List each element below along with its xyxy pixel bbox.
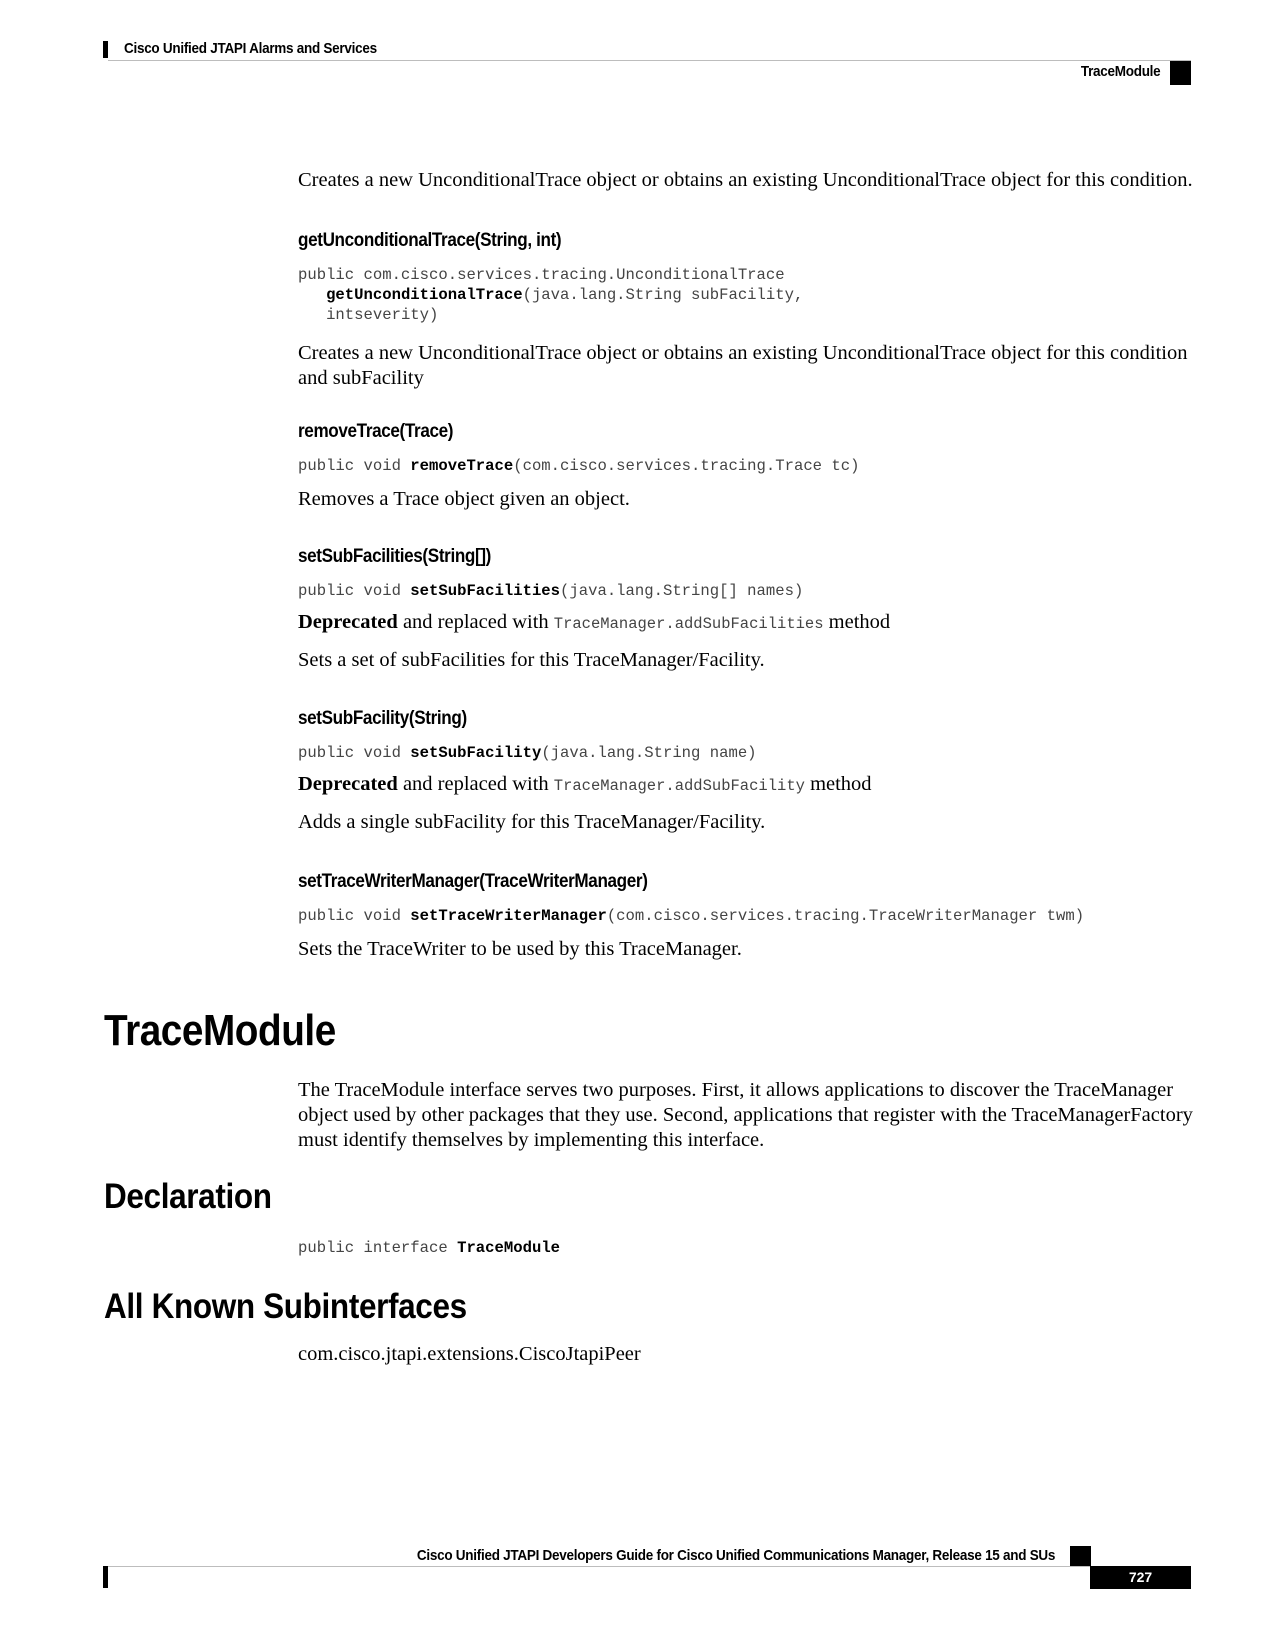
header-section-title: TraceModule [1080, 63, 1160, 80]
method-set-trace-writer-manager [298, 871, 1198, 962]
deprecated-reference: TraceManager.addSubFacilities [553, 615, 824, 633]
signature-args: (java.lang.String[] names) [560, 582, 804, 600]
signature-method-name: setSubFacilities [410, 582, 561, 600]
signature-method-name: setSubFacility [410, 744, 542, 762]
method-description: Creates a new UnconditionalTrace object or obtains an existing UnconditionalTrace object for this condition and subFacility [298, 342, 1188, 389]
page-number: 727 [1090, 1566, 1191, 1589]
method-signature [298, 265, 1198, 325]
signature-line: intseverity) [326, 306, 439, 324]
method-description: Removes a Trace object given an object. [298, 488, 630, 510]
header-bar [103, 41, 108, 58]
header-rule [108, 60, 1191, 61]
header-doc-title: Cisco Unified JTAPI Alarms and Services [124, 40, 377, 57]
tracemodule-description-block [298, 1078, 1198, 1153]
header-tab-marker [1170, 61, 1191, 85]
intro-text: Creates a new UnconditionalTrace object or obtains an existing UnconditionalTrace object for this condition. [298, 169, 1193, 191]
method-signature [298, 581, 1198, 601]
signature-method-name: getUnconditionalTrace [326, 286, 523, 304]
subinterface-item: com.cisco.jtapi.extensions.CiscoJtapiPeer [298, 1343, 641, 1365]
signature-prefix: public void [298, 582, 411, 600]
method-description-block [298, 341, 1198, 391]
signature-prefix: public void [298, 744, 411, 762]
deprecation-note [298, 610, 1198, 637]
method-signature [298, 456, 1198, 476]
signature-args: (com.cisco.services.tracing.TraceWriterManager twm) [606, 907, 1085, 925]
deprecated-label: Deprecated [298, 773, 398, 795]
deprecation-note [298, 772, 1198, 799]
signature-line: public com.cisco.services.tracing.UnconditionalTrace [298, 266, 785, 284]
method-heading: setSubFacilities(String[]) [298, 546, 492, 567]
section-title-tracemodule: TraceModule [104, 1006, 336, 1055]
declaration-prefix: public interface [298, 1239, 458, 1257]
method-signature [298, 743, 1198, 763]
method-remove-trace [298, 421, 1198, 512]
method-description: Sets a set of subFacilities for this TraceManager/Facility. [298, 649, 765, 671]
section-title-declaration: Declaration [104, 1177, 272, 1216]
signature-args: (java.lang.String name) [541, 744, 757, 762]
footer-bar [103, 1566, 108, 1588]
declaration-interface-name: TraceModule [457, 1239, 561, 1257]
method-heading: removeTrace(Trace) [298, 421, 454, 442]
deprecated-text: and replaced with [397, 773, 554, 795]
signature-args: (java.lang.String subFacility, [522, 286, 804, 304]
footer-marker [1070, 1546, 1091, 1566]
deprecated-reference: TraceManager.addSubFacility [553, 777, 805, 795]
signature-prefix: public void [298, 907, 411, 925]
declaration-code [298, 1238, 1198, 1258]
method-get-unconditional-trace [298, 230, 1198, 325]
declaration-block [298, 1238, 1198, 1258]
method-description: Adds a single subFacility for this TraceManager/Facility. [298, 811, 766, 833]
method-heading: getUnconditionalTrace(String, int) [298, 230, 562, 251]
footer-rule [108, 1566, 1191, 1567]
deprecated-label: Deprecated [298, 611, 398, 633]
intro-block [298, 168, 1198, 193]
tracemodule-description: The TraceModule interface serves two purposes. First, it allows applications to discover the TraceManager object used by other packages that they use. Second, applications that register with the TraceManagerFactory must identify themselves by implementing this interface. [298, 1079, 1193, 1151]
method-description: Sets the TraceWriter to be used by this TraceManager. [298, 938, 742, 960]
deprecated-text: and replaced with [397, 611, 554, 633]
subinterfaces-block [298, 1342, 1198, 1367]
method-heading: setSubFacility(String) [298, 708, 467, 729]
signature-prefix: public void [298, 457, 411, 475]
signature-method-name: removeTrace [410, 457, 514, 475]
deprecated-text: method [804, 773, 872, 795]
signature-args: (com.cisco.services.tracing.Trace tc) [513, 457, 860, 475]
signature-method-name: setTraceWriterManager [410, 907, 607, 925]
section-title-subinterfaces: All Known Subinterfaces [104, 1287, 467, 1326]
deprecated-text: method [823, 611, 891, 633]
method-heading: setTraceWriterManager(TraceWriterManager) [298, 871, 648, 892]
footer-doc-title: Cisco Unified JTAPI Developers Guide for Cisco Unified Communications Manager, Release 15 and SUs [416, 1547, 1055, 1564]
method-set-sub-facility [298, 708, 1198, 835]
method-signature [298, 906, 1198, 926]
method-set-sub-facilities [298, 546, 1198, 673]
